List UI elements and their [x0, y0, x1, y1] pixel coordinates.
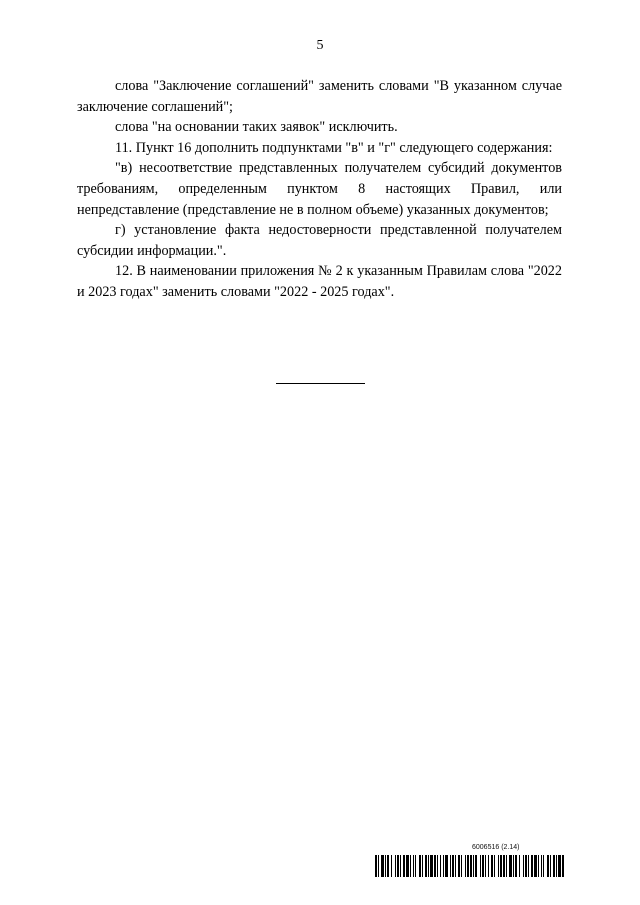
paragraph: слова "Заключение соглашений" заменить словами "В указанном случае заключение соглашений"; [77, 78, 562, 115]
document-body [77, 76, 562, 303]
end-separator-line [276, 383, 365, 384]
barcode-image [375, 855, 565, 877]
barcode-code: 6006516 (2.14) [472, 844, 520, 851]
paragraph: г) установление факта недостоверности представленной получателем субсидии информации.". [77, 222, 562, 259]
paragraph: слова "на основании таких заявок" исключить. [115, 119, 398, 136]
page-number: 5 [316, 38, 324, 53]
paragraph: "в) несоответствие представленных получателем субсидий документов требованиям, определенным пунктом 8 настоящих Правил, или непредставление (представление не в полном объеме) указанных документов; [77, 160, 562, 218]
paragraph: 12. В наименовании приложения № 2 к указанным Правилам слова "2022 и 2023 годах" заменить словами "2022 - 2025 годах". [77, 263, 562, 300]
paragraph: 11. Пункт 16 дополнить подпунктами "в" и "г" следующего содержания: [115, 139, 553, 156]
